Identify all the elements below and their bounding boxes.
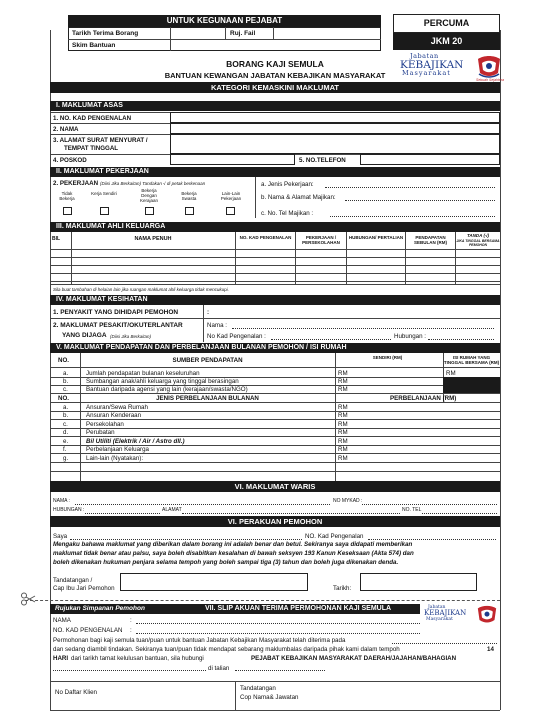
patient-hint: (Diisi Jika Berkaitan) [110, 334, 152, 339]
address-label-2: TEMPAT TINGGAL [64, 145, 119, 152]
section-2-title: II. MAKLUMAT PEKERJAAN [50, 167, 500, 177]
col-occupation: PEKERJAAN / PERSEKOLAHAN [302, 235, 340, 245]
slip-title-bar [50, 604, 420, 614]
slip-emblem-icon [476, 605, 498, 625]
col-relation: HUBUNGAN/ PERTALIAN [348, 235, 404, 240]
jkm-logo: Jabatan KEBAJIKAN Masyarakat Sebuah Sejahtera [400, 52, 505, 82]
patient-relation-label: Hubungan : [394, 333, 426, 340]
declaration-line-1: Mengaku bahawa maklumat yang diberikan dalam borang ini adalah benar dan betul. Sekiranya saya didapati memberikan [53, 541, 413, 548]
section-1-title: I. MAKLUMAT ASAS [50, 101, 500, 111]
heir-name-input[interactable] [75, 504, 330, 505]
heir-relation-input[interactable] [85, 513, 160, 514]
income-no-header: NO. [58, 357, 70, 364]
patient-ic-label: No Kad Pengenalan : [207, 333, 266, 340]
patient-relation-input[interactable] [428, 339, 494, 340]
name-label: 2. NAMA [53, 126, 79, 133]
slip-logo: Jabatan KEBAJIKAN Masyarakat [424, 604, 500, 630]
heir-phone-label: NO. TEL [402, 507, 422, 513]
section-7-title: VI. PERAKUAN PEMOHON [50, 516, 500, 527]
section-3-title: III. MAKLUMAT AHLI KELUARGA [50, 222, 500, 232]
form-code: JKM 20 [393, 33, 500, 50]
patient-name-input[interactable] [232, 328, 494, 329]
slip-office-input[interactable] [53, 670, 206, 671]
postcode-label: 4. POSKOD [53, 157, 87, 164]
signature-box[interactable] [120, 573, 308, 591]
declarant-ic-input[interactable] [368, 539, 496, 540]
income-self-header: SENDIRI (RM) [372, 355, 403, 360]
checkbox-self-employed[interactable] [100, 207, 109, 215]
slip-office-name: PEJABAT KEBAJIKAN MASYARAKAT DAERAH/JAJAHAN/BAHAGIAN [251, 655, 457, 662]
address-input[interactable] [170, 134, 500, 154]
scheme-label: Skim Bantuan [72, 42, 116, 49]
heir-address-input[interactable] [182, 513, 400, 514]
expense-amount-header: PERBELANJAAN (RM) [390, 395, 457, 402]
name-input[interactable] [170, 123, 500, 134]
address-label: 3. ALAMAT SURAT MENYURAT / [53, 137, 148, 144]
client-no-label: No Daftar Klien [55, 689, 97, 696]
office-use-title: UNTUK KEGUNAAN PEJABAT [68, 15, 381, 27]
checkbox-other[interactable] [226, 207, 235, 215]
form-title: BORANG KAJI SEMULA [226, 59, 324, 69]
expense-header: JENIS PERBELANJAAN BULANAN [156, 395, 259, 402]
income-house-header: ISI RUMAH YANG TINGGAL BERSAMA (RM) [443, 355, 500, 365]
shaded-cell [443, 377, 500, 393]
slip-line-1: Permohonan bagi kaji semula tuan/puan untuk bantuan Jabatan Kebajikan Masyarakat telah diterima pada [53, 637, 346, 644]
form-subtitle: BANTUAN KEWANGAN JABATAN KEBAJIKAN MASYARAKAT [164, 71, 386, 80]
ic-number-input[interactable] [170, 112, 500, 123]
section-6-title: VI. MAKLUMAT WARIS [50, 481, 500, 492]
family-note: Sila buat tambahan di helaian lain jika ruangan maklumat ahli keluarga tidak mencukupi. [53, 287, 229, 292]
slip-title: VII. SLIP AKUAN TERIMA PERMOHONAN KAJI SEMULA [205, 605, 392, 612]
slip-ic-input[interactable] [136, 633, 420, 634]
heir-ic-input[interactable] [362, 504, 497, 505]
heir-address-label: ALAMAT [162, 507, 182, 513]
employer-phone-label: c. No. Tel Majikan : [261, 210, 314, 217]
ic-number-label: 1. NO. KAD PENGENALAN [53, 115, 132, 122]
job-type-label: a. Jenis Pekerjaan: [261, 181, 314, 188]
slip-line-2: dan sedang diambil tindakan. Sekiranya tuan/puan tidak mendapat sebarang maklumbalas daripada pihak kami dalam tempoh [53, 646, 400, 653]
right-border [500, 30, 501, 710]
declaration-date-box[interactable] [360, 573, 477, 591]
heir-name-label: NAMA : [53, 498, 70, 504]
slip-ref-label: Rujukan Simpanan Pemohon [55, 605, 145, 612]
checkbox-unemployed[interactable] [63, 207, 72, 215]
illness-label: 1. PENYAKIT YANG DIHIDAPI PEMOHON [53, 309, 179, 316]
family-table [50, 232, 500, 284]
job-type-input[interactable] [325, 187, 495, 188]
category-bar: KATEGORI KEMASKINI MAKLUMAT [50, 82, 500, 93]
phone-label: 5. NO.TELEFON [299, 157, 346, 164]
slip-date-input[interactable] [392, 643, 497, 644]
employer-phone-input[interactable] [330, 216, 495, 217]
postcode-input[interactable] [170, 154, 295, 165]
heir-ic-label: NO MYKAD : [333, 498, 363, 504]
income-table: NO. SUMBER PENDAPATAN SENDIRI (RM) ISI RUMAH YANG TINGGAL BERSAMA (RM) a. Jumlah pendapatan bulanan keseluruhan RM RM b. Sumbangan anak/ahli keluarga yang tinggal berasingan RM c. Bantuan daripada agensi yang lain (kerajaan/swasta/NGO) RM NO. JENIS PERBELANJAAN BULANAN PERBELANJAAN (RM) a. Ansuran/Sewa Rumah RM b. Ansuran Kenderaan RM c. Persekolahan RM d. Perubatan RM e. Bil Utiliti (Elektrik / Air / Astro dll.) RM f. Perbelanjaan Keluarga RM g. Lain-lain (Nyatakan): RM [50, 353, 500, 481]
checkbox-government[interactable] [145, 207, 154, 215]
employer-label: b. Nama & Alamat Majikan: [261, 194, 336, 201]
occupation-hint: (Diisi Jika Berkaitan) Tandakan √ di petak berkenaan [100, 181, 206, 186]
patient-label: 2. MAKLUMAT PESAKIT/OKUTERLANTAR [53, 322, 183, 329]
col-bil: BIL [52, 236, 61, 242]
slip-phone-input[interactable] [235, 670, 325, 671]
patient-name-label: Nama : [207, 322, 227, 329]
declarant-name-input[interactable] [70, 539, 302, 540]
income-source-header: SUMBER PENDAPATAN [172, 357, 243, 364]
scissors-icon [20, 592, 36, 606]
patient-ic-input[interactable] [271, 339, 391, 340]
form-page: UNTUK KEGUNAAN PEJABAT Tarikh Terima Borang Ruj. Fail Skim Bantuan PERCUMA JKM 20 Jabatan KEBAJIKAN Masyarakat Sebuah Sejahtera BORANG KAJI SEMULA BANTUAN KEWANGAN JABATAN KEBAJIKAN MASYARAKAT KATEGORI KEMASKINI MAKLUMAT I. MAKLUMAT ASAS 1. NO. KAD PENGENALAN 2. NAMA 3. ALAMAT SURAT MENYURAT / TEMPAT TINGGAL 4. POSKOD 5. NO.TELEFON II. MAKLUMAT PEKERJAAN 2. PEKERJAAN (Diisi Jika Berkaitan) Tandakan √ di petak berkenaan Tidak Bekerja Kerja Sendiri Bekerja Dengan Kerajaan Bekerja Swasta Lain-Lain Pekerjaan a. Jenis Pekerjaan: b. Nama & Alamat Majikan: c. No. Tel Majikan : III. MAKLUMAT AHLI KELUARGA BIL NAMA PENUH NO. KAD PENGENALAN HUBUNGAN/ PERTALIAN PEKERJAAN / PERSEKOLAHAN PENDAPATAN SEBULAN (RM) TANDA (√) JIKA TINGGAL BERSAMA PEMOHON Sila buat tambahan di helaian lain jika ruangan maklumat ahli keluarga tidak mencukupi. IV. MAKLUMAT KESIHATAN 1. PENYAKIT YANG DIHIDAPI PEMOHON : 2. MAKLUMAT PESAKIT/OKUTERLANTAR YANG DIJAGA (Diisi Jika Berkaitan) Nama : No Kad Pengenalan : Hubungan : V. MAKLUMAT PENDAPATAN DAN PERBELANJAAN BULANAN PEMOHON / ISI RUMAH NO. SUMBER PENDAPATAN SENDIRI (RM) ISI RUMAH YANG TINGGAL BERSAMA (RM) a. Jumlah pendapatan bulanan keseluruhan RM RM b. Sumbangan anak/ahli keluarga yang tinggal berasingan RM c. Bantuan daripada agensi yang lain (kerajaan/swasta/NGO) RM NO. JENIS PERBELANJAAN BULANAN PERBELANJAAN (RM) a. Ansuran/Sewa Rumah RM b. Ansuran Kenderaan RM c. Persekolahan RM d. Perubatan RM e. Bil Utiliti (Elektrik / Air / Astro dll.) RM f. Perbelanjaan Keluarga RM g. Lain-lain (Nyatakan): RM VI. MAKLUMAT WARIS NAMA : NO MYKAD : HUBUNGAN : ALAMAT NO. TEL VI. PERAKUAN PEMOHON Saya NO. Kad Pengenalan Mengaku bahawa maklumat yang diberikan dalam borang ini adalah benar dan betul. Sekiranya saya didapati memberikan maklumat tidak benar atau palsu, saya boleh disabitkan kesalahan di bawah seksyen 193 Kanun Keseksaan (Akta 574) dan boleh dikenakan hukuman penjara selama tempoh yang boleh sampai tiga (3) tahun dan boleh juga dikenakan denda. Tandatangan / Cap Ibu Jari Pemohon Tarikh: Rujukan Simpanan Pemohon VII. SLIP AKUAN TERIMA PERMOHONAN KAJI SEMULA Jabatan KEBAJIKAN Masyarakat NAMA : NO. KAD PENGENALAN : Permohonan bagi kaji semula tuan/puan untuk bantuan Jabatan Kebajikan Masyarakat telah diterima pada dan sedang diambil tindakan. Sekiranya tuan/puan tidak mendapat sebarang maklumbalas daripada pihak kami dalam tempoh 14 HARI dari tarikh tamat kelulusan bantuan, sila hubungi PEJABAT KEBAJIKAN MASYARAKAT DAERAH/JAJAHAN/BAHAGIAN di talian No Daftar Klien Tandatangan Cop Nama& Jawatan [0, 0, 560, 724]
received-date-label: Tarikh Terima Borang [72, 30, 139, 37]
price-label: PERCUMA [423, 18, 470, 28]
slip-name-input[interactable] [136, 623, 420, 624]
phone-input[interactable] [360, 154, 500, 165]
col-mark-sub: JIKA TINGGAL BERSAMA PEMOHON [456, 239, 500, 247]
col-ic: NO. KAD PENGENALAN [239, 235, 292, 240]
col-full-name: NAMA PENUH [134, 236, 172, 242]
heir-relation-label: HUBUNGAN : [53, 507, 85, 513]
file-ref-label: Ruj. Fail [230, 30, 256, 37]
cut-line [25, 600, 500, 601]
checkbox-private[interactable] [185, 207, 194, 215]
section-5-title: V. MAKLUMAT PENDAPATAN DAN PERBELANJAAN BULANAN PEMOHON / ISI RUMAH [50, 343, 500, 353]
employer-input[interactable] [345, 200, 495, 201]
occupation-label: 2. PEKERJAAN [53, 180, 99, 187]
declaration-line-2: maklumat tidak benar atau palsu, saya boleh disabitkan kesalahan di bawah seksyen 193 Kanun Keseksaan (Akta 574) dan [53, 550, 414, 557]
col-mark: TANDA (√) [467, 233, 489, 238]
heir-phone-input[interactable] [422, 513, 497, 514]
section-4-title: IV. MAKLUMAT KESIHATAN [50, 295, 500, 305]
patient-label-2: YANG DIJAGA [62, 332, 107, 339]
col-income: PENDAPATAN SEBULAN (RM) [414, 235, 447, 245]
declaration-line-3: boleh dikenakan hukuman penjara selama tempoh yang boleh sampai tiga (3) tahun dan boleh juga dikenakan denda. [53, 559, 399, 566]
